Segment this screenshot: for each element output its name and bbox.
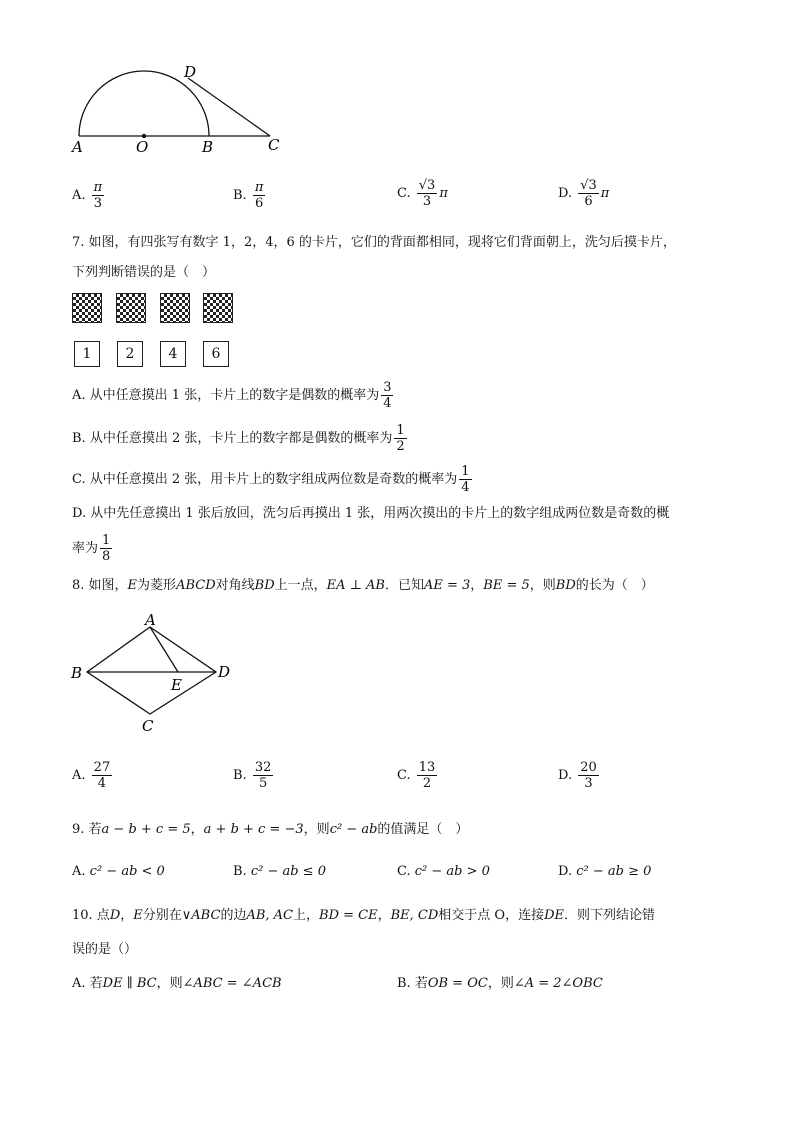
q9-stem: 9. 若a − b + c = 5，a + b + c = −3，则c² − ab的值满足（ ） bbox=[72, 822, 469, 837]
card-4: 4 bbox=[160, 341, 186, 367]
card-2: 2 bbox=[117, 341, 143, 367]
label-A: A bbox=[72, 138, 83, 156]
card-back bbox=[72, 293, 102, 323]
q9-option-a: A. c² − ab < 0 bbox=[72, 864, 165, 879]
q10-option-a: A. 若DE ∥ BC，则∠ABC = ∠ACB bbox=[72, 976, 282, 991]
card-back bbox=[116, 293, 146, 323]
q6-option-d: D. $\frac{√3}{6}$ π bbox=[558, 178, 610, 209]
label-C: C bbox=[268, 136, 280, 154]
q8-option-a: A. $\frac{27}{4}$ bbox=[72, 760, 111, 791]
q10-stem-line1: 10. 点D，E分别在∨ABC的边AB, AC上，BD = CE，BE, CD相交于点 O，连接DE．则下列结论错 bbox=[72, 908, 656, 923]
q8-option-c: C. $\frac{13}{2}$ bbox=[397, 760, 436, 791]
q7-option-d-line1: D. 从中先任意摸出 1 张后放回，洗匀后再摸出 1 张，用两次摸出的卡片上的数字组成两位数是奇数的概 bbox=[72, 506, 670, 521]
label-D: D bbox=[218, 663, 231, 681]
q9-option-d: D. c² − ab ≥ 0 bbox=[558, 864, 652, 879]
label-A: A bbox=[145, 611, 156, 629]
q6-option-c: C. $\frac{√3}{3}$ π bbox=[397, 178, 448, 209]
q8-option-b: B. $\frac{32}{5}$ bbox=[233, 760, 272, 791]
card-back bbox=[160, 293, 190, 323]
q7-stem-line1: 7. 如图，有四张写有数字 1，2，4，6 的卡片，它们的背面都相同，现将它们背面朝上，洗匀后摸卡片， bbox=[72, 235, 676, 250]
label-B: B bbox=[202, 138, 214, 156]
q7-option-d-line2: 率为 $\frac{1}{8}$ bbox=[72, 533, 111, 564]
card-back bbox=[203, 293, 233, 323]
q7-option-c: C. 从中任意摸出 2 张，用卡片上的数字组成两位数是奇数的概率为 $\frac{1}{4}$ bbox=[72, 464, 470, 495]
q6-option-b: B. $\frac{\pi}{6}$ bbox=[233, 180, 264, 211]
label-B: B bbox=[71, 664, 83, 682]
label-D: D bbox=[184, 63, 197, 81]
semicircle-figure bbox=[60, 60, 300, 160]
label-O: O bbox=[136, 138, 149, 156]
q7-option-a: A. 从中任意摸出 1 张，卡片上的数字是偶数的概率为 $\frac{3}{4}$ bbox=[72, 380, 392, 411]
q8-option-d: D. $\frac{20}{3}$ bbox=[558, 760, 597, 791]
rhombus-figure bbox=[66, 608, 246, 738]
card-6: 6 bbox=[203, 341, 229, 367]
q7-option-b: B. 从中任意摸出 2 张，卡片上的数字都是偶数的概率为 $\frac{1}{2}$ bbox=[72, 423, 405, 454]
q9-option-b: B. c² − ab ≤ 0 bbox=[233, 864, 326, 879]
label-E: E bbox=[171, 676, 182, 694]
q8-stem: 8. 如图，E为菱形ABCD对角线BD上一点，EA ⊥ AB．已知AE = 3，BE = 5，则BD的长为（ ） bbox=[72, 578, 654, 593]
q6-option-a: A. $\frac{\pi}{3}$ bbox=[72, 180, 103, 211]
label-C: C bbox=[142, 717, 154, 735]
q9-option-c: C. c² − ab > 0 bbox=[397, 864, 490, 879]
card-1: 1 bbox=[74, 341, 100, 367]
q7-stem-line2: 下列判断错误的是（ ） bbox=[72, 265, 216, 280]
q10-stem-line2: 误的是（） bbox=[72, 942, 138, 957]
q10-option-b: B. 若OB = OC，则∠A = 2∠OBC bbox=[397, 976, 603, 991]
